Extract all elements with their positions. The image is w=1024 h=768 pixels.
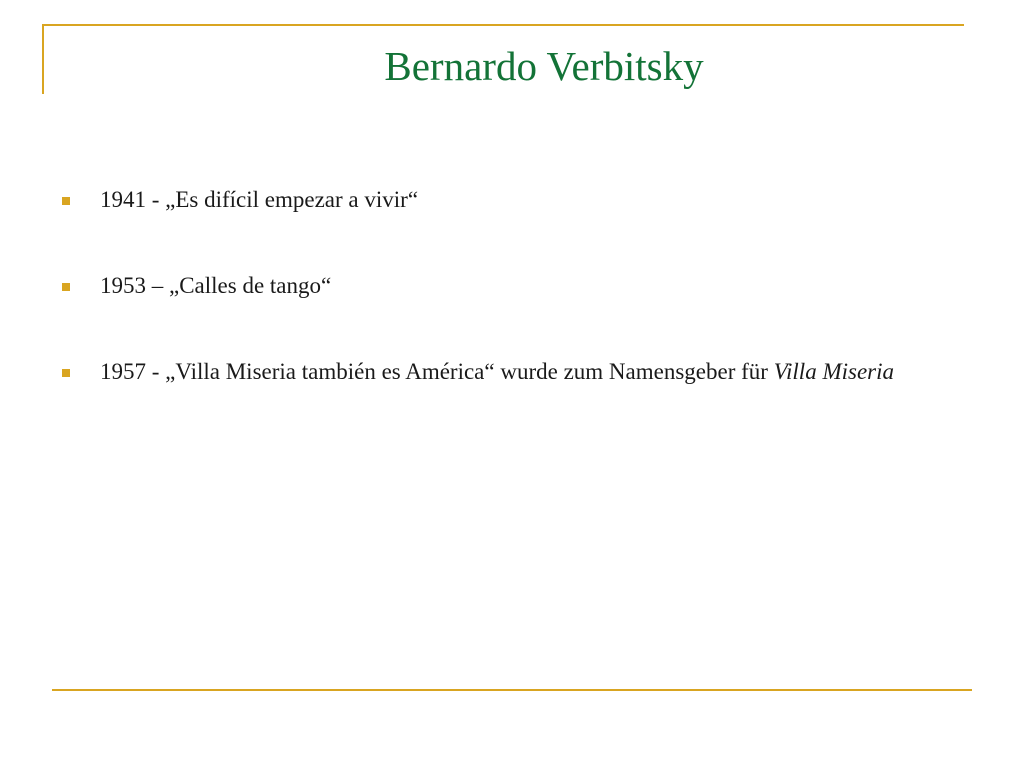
bullet-item-1953: [62, 270, 972, 302]
bullet-italic-text: Villa Miseria: [773, 359, 894, 384]
bullet-item-1941: [62, 184, 972, 216]
bullet-item-1957: [62, 356, 972, 388]
slide-title: Bernardo Verbitsky: [384, 43, 704, 89]
bullet-text: 1941 - „Es difícil empezar a vivir“: [100, 187, 419, 212]
bullet-text: 1953 – „Calles de tango“: [100, 273, 332, 298]
bullet-square-icon: [62, 283, 70, 291]
bullet-list: [62, 184, 972, 388]
bullet-square-icon: [62, 197, 70, 205]
frame-bottom-line: [52, 689, 972, 691]
bullet-text: 1957 - „Villa Miseria también es América“ wurde zum Namensgeber für: [100, 359, 774, 384]
frame-top-line: [42, 24, 964, 26]
bullet-square-icon: [62, 369, 70, 377]
